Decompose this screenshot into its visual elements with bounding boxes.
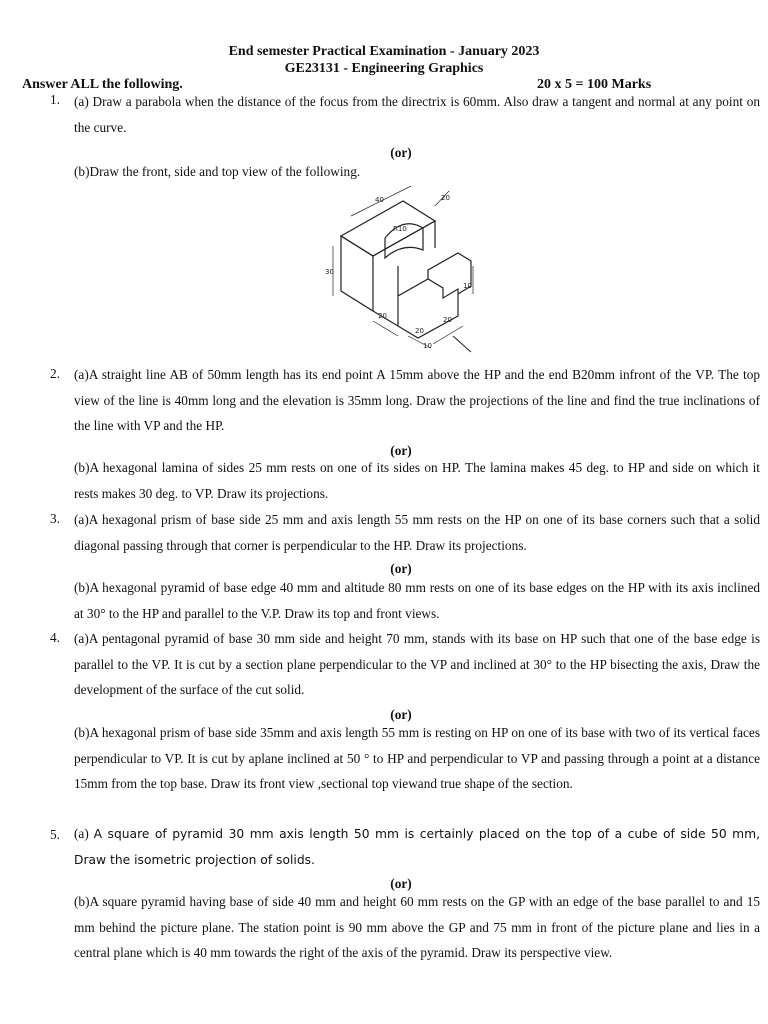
question-5a-prefix: (a) (74, 826, 94, 841)
question-1b: (b)Draw the front, side and top view of the following. (74, 164, 361, 179)
question-5-number: 5. (50, 827, 60, 842)
dim-10-right: 10 (463, 282, 472, 290)
question-4-number: 4. (50, 630, 60, 645)
dim-20-top: 20 (441, 194, 450, 202)
course-title: GE23131 - Engineering Graphics (284, 61, 484, 76)
or-divider: (or) (390, 707, 412, 722)
dim-10-bottom: 10 (423, 342, 432, 350)
question-1-number: 1. (50, 92, 60, 107)
question-5b: (b)A square pyramid having base of side 40 mm and height 60 mm rests on the GP with an edge of the base parallel to and 15 mm behind the picture plane. The station point is 90 mm above the GP and 75 mm in front of the picture plane and lies in a central plane which is 40 mm towards the right of the axis of the pyramid. Draw its perspective view. (74, 894, 760, 960)
instruction: Answer ALL the following. (22, 77, 183, 92)
marks-total: 20 x 5 = 100 Marks (537, 77, 652, 92)
question-3-number: 3. (50, 511, 60, 526)
or-divider: (or) (390, 443, 412, 458)
exam-title: End semester Practical Examination - January 2023 (228, 44, 540, 59)
question-4a: (a)A pentagonal pyramid of base 30 mm side and height 70 mm, stands with its base on HP such that one of the base edge is parallel to the VP. It is cut by a section plane perpendicular to the VP and inclined at 30° to the HP bisecting the axis, Draw the development of the surface of the cut solid. (74, 631, 760, 697)
dim-r10: R10 (393, 225, 407, 233)
question-1a: (a) Draw a parabola when the distance of the focus from the directrix is 60mm. Also draw a tangent and normal at any point on the curve. (74, 94, 760, 135)
question-2a: (a)A straight line AB of 50mm length has its end point A 15mm above the HP and the end B20mm infront of the VP. The top view of the line is 40mm long and the elevation is 35mm long. Draw the projections of the line and find the true inclinations of the line with VP and the HP. (74, 367, 760, 433)
dim-40: 40 (375, 196, 384, 204)
question-3b: (b)A hexagonal pyramid of base edge 40 mm and altitude 80 mm rests on one of its base edges on the HP with its axis inclined at 30° to the HP and parallel to the V.P. Draw its top and front views. (74, 580, 760, 621)
question-3a: (a)A hexagonal prism of base side 25 mm and axis length 55 mm rests on the HP on one of its base corners such that a solid diagonal passing through that corner is perpendicular to the HP. Draw its projections. (74, 512, 760, 553)
question-5a (74, 821, 760, 873)
question-2b: (b)A hexagonal lamina of sides 25 mm rests on one of its sides on HP. The lamina makes 45 deg. to HP and side on which it rests makes 30 deg. to VP. Draw its projections. (74, 460, 760, 501)
dim-20-a: 20 (378, 312, 387, 320)
dim-20-b: 20 (415, 327, 424, 335)
or-divider: (or) (390, 876, 412, 891)
question-4b: (b)A hexagonal prism of base side 35mm and axis length 55 mm is resting on HP on one of its base with two of its vertical faces perpendicular to VP. It is cut by aplane inclined at 50 ° to HP and perpendicular to VP and passing through a point at a distance 15mm from the top base. Draw its front view ,sectional top viewand true shape of the section. (74, 725, 760, 791)
or-divider: (or) (390, 145, 412, 160)
dim-20-c: 20 (443, 316, 452, 324)
figure-left-face (341, 236, 373, 311)
question-2-number: 2. (50, 366, 60, 381)
question-5a-text: A square of pyramid 30 mm axis length 50 mm is certainly placed on the top of a cube of side 50 mm, Draw the isometric projection of solids. (74, 827, 760, 867)
dim-30: 30 (325, 268, 334, 276)
or-divider: (or) (390, 561, 412, 576)
isometric-figure (323, 186, 493, 356)
